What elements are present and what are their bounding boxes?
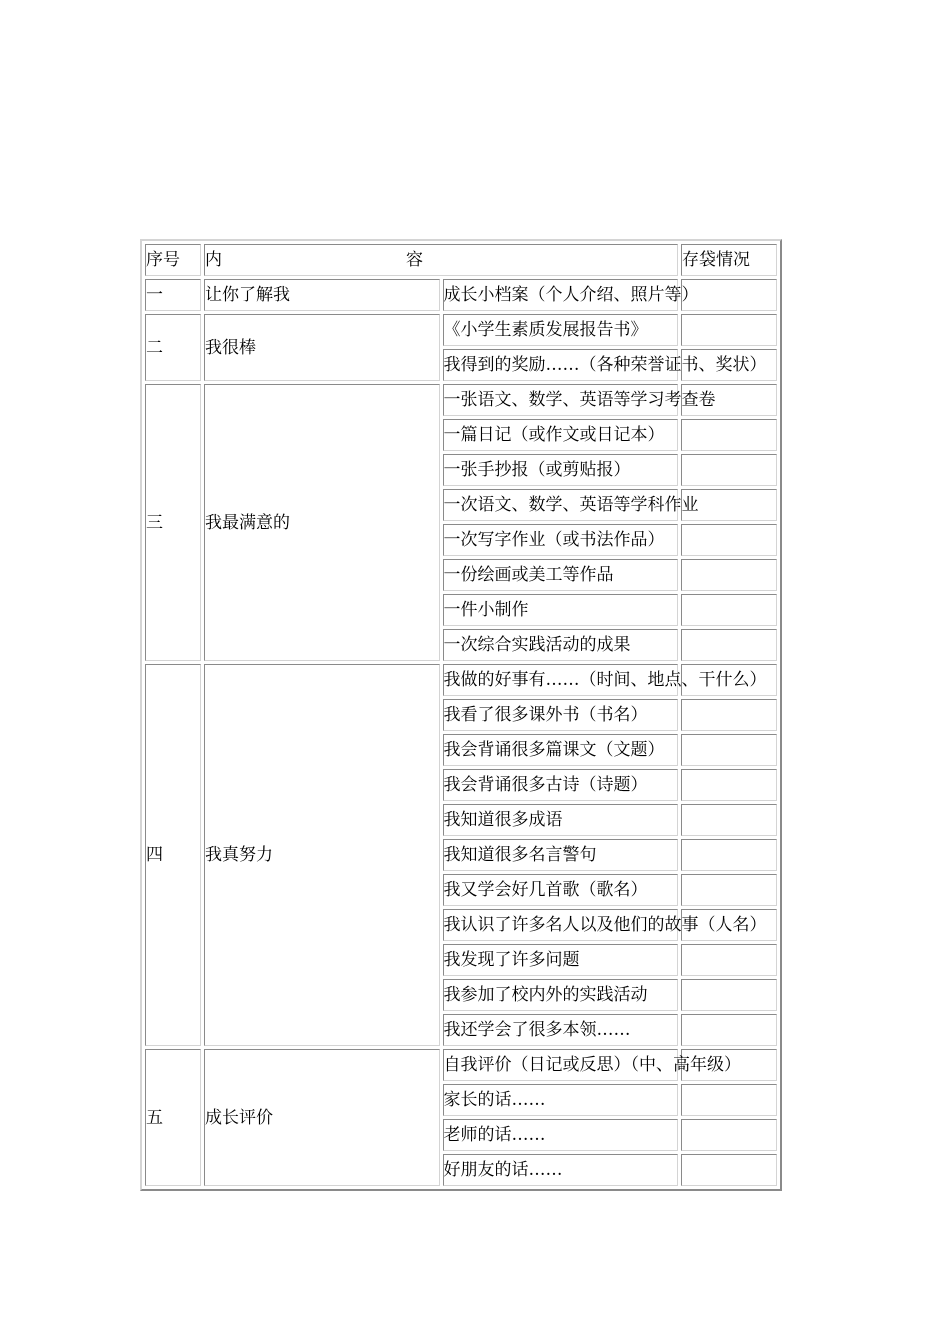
item-content: 我做的好事有……（时间、地点、干什么） [443, 664, 679, 696]
table-row [145, 314, 777, 346]
item-status-cell [681, 1119, 777, 1151]
item-content: 一件小制作 [443, 594, 679, 626]
item-status-cell [681, 944, 777, 976]
item-status-cell [681, 1154, 777, 1186]
item-content: 老师的话…… [443, 1119, 679, 1151]
item-status-cell [681, 594, 777, 626]
item-status-cell [681, 629, 777, 661]
group-index: 五 [145, 1049, 201, 1186]
group-category: 我最满意的 [204, 384, 440, 661]
item-status-cell [681, 979, 777, 1011]
item-content: 我发现了许多问题 [443, 944, 679, 976]
item-content: 一次语文、数学、英语等学科作业 [443, 489, 679, 521]
item-content: 一次写字作业（或书法作品） [443, 524, 679, 556]
group-category: 成长评价 [204, 1049, 440, 1186]
item-status-cell [681, 804, 777, 836]
item-content: 自我评价（日记或反思）（中、高年级） [443, 1049, 679, 1081]
item-status-cell [681, 699, 777, 731]
table-row [145, 279, 777, 311]
item-status-cell [681, 839, 777, 871]
group-index: 三 [145, 384, 201, 661]
group-index: 二 [145, 314, 201, 381]
item-content: 成长小档案（个人介绍、照片等） [443, 279, 679, 311]
item-content: 我会背诵很多古诗（诗题） [443, 769, 679, 801]
header-status: 存袋情况 [681, 244, 777, 276]
item-content: 我又学会好几首歌（歌名） [443, 874, 679, 906]
table-row [145, 664, 777, 696]
item-status-cell [681, 454, 777, 486]
group-category: 让你了解我 [204, 279, 440, 311]
header-content [204, 244, 678, 276]
item-status-cell [681, 524, 777, 556]
item-content: 我还学会了很多本领…… [443, 1014, 679, 1046]
group-category: 我很棒 [204, 314, 440, 381]
archive-contents-table [140, 239, 782, 1191]
item-content: 我知道很多名言警句 [443, 839, 679, 871]
item-content: 一份绘画或美工等作品 [443, 559, 679, 591]
table-row [145, 384, 777, 416]
item-content: 我参加了校内外的实践活动 [443, 979, 679, 1011]
item-status-cell [681, 874, 777, 906]
item-status-cell [681, 769, 777, 801]
item-status-cell [681, 559, 777, 591]
item-content: 我看了很多课外书（书名） [443, 699, 679, 731]
item-status-cell [681, 1084, 777, 1116]
item-status-cell [681, 734, 777, 766]
item-content: 一次综合实践活动的成果 [443, 629, 679, 661]
header-content-a: 内 [205, 250, 222, 270]
item-content: 一张语文、数学、英语等学习考查卷 [443, 384, 679, 416]
header-row [145, 244, 777, 276]
item-content: 好朋友的话…… [443, 1154, 679, 1186]
group-index: 四 [145, 664, 201, 1046]
header-index: 序号 [145, 244, 201, 276]
item-content: 我认识了许多名人以及他们的故事（人名） [443, 909, 679, 941]
item-status-cell [681, 419, 777, 451]
group-category: 我真努力 [204, 664, 440, 1046]
item-content: 家长的话…… [443, 1084, 679, 1116]
table-row [145, 1049, 777, 1081]
item-content: 我会背诵很多篇课文（文题） [443, 734, 679, 766]
item-status-cell [681, 314, 777, 346]
item-content: 我知道很多成语 [443, 804, 679, 836]
item-content: 一篇日记（或作文或日记本） [443, 419, 679, 451]
item-content: 我得到的奖励……（各种荣誉证书、奖状） [443, 349, 679, 381]
header-content-b: 容 [406, 250, 423, 270]
item-status-cell [681, 1014, 777, 1046]
item-content: 一张手抄报（或剪贴报） [443, 454, 679, 486]
item-content: 《小学生素质发展报告书》 [443, 314, 679, 346]
group-index: 一 [145, 279, 201, 311]
